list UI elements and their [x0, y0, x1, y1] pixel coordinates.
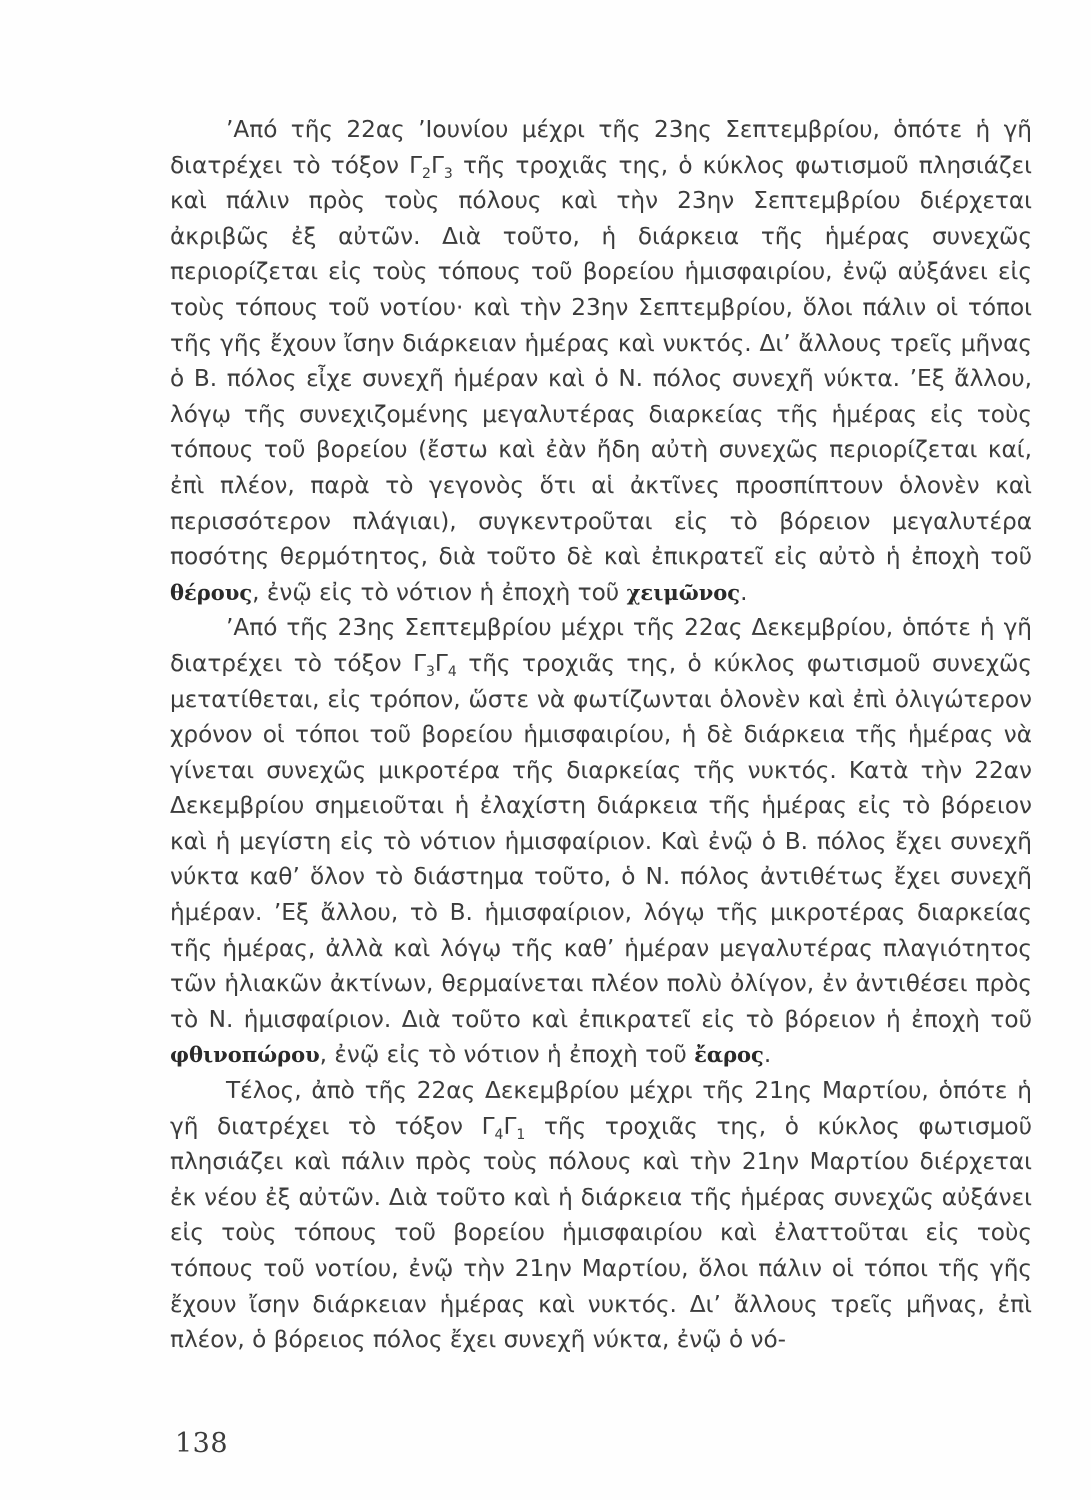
- text-run: Τέλος, ἀπὸ τῆς 22ας Δεκεμβρίου μέχρι τῆς 21ης Μαρτίου, ὁπότε ἡ γῆ διατρέχει τὸ τόξον Γ: [170, 1077, 1032, 1140]
- subscript-index: 3: [443, 165, 453, 182]
- subscript-index: 3: [426, 663, 435, 680]
- season-term: χειμῶνος: [626, 579, 741, 605]
- text-run: .: [740, 578, 748, 606]
- paragraph: [170, 610, 1032, 1073]
- subscript-index: 2: [422, 165, 431, 182]
- subscript-index: 1: [516, 1126, 526, 1143]
- body-text: [170, 112, 1032, 1358]
- text-run: ’Από τῆς 22ας ’Ιουνίου μέχρι τῆς 23ης Σεπτεμβρίου, ὁπότε ἡ γῆ διατρέχει τὸ τόξον Γ: [170, 116, 1032, 179]
- text-run: τῆς τροχιᾶς της, ὁ κύκλος φωτισμοῦ πλησιάζει καὶ πάλιν πρὸς τοὺς πόλους καὶ τὴν 21ην Μαρτίου διέρχεται ἐκ νέου ἐξ αὐτῶν. Διὰ τοῦτο καὶ ἡ διάρκεια τῆς ἡμέρας συνεχῶς αὐξάνει εἰς τοὺς τόπους τοῦ βορείου ἡμισφαιρίου καὶ ἐλαττοῦται εἰς τοὺς τόπους τοῦ νοτίου, ἐνῷ τὴν 21ην Μαρτίου, ὅλοι πάλιν οἱ τόποι τῆς γῆς ἔχουν ἴσην διάρκειαν ἡμέρας καὶ νυκτός. Δι’ ἄλλους τρεῖς μῆνας, ἐπὶ πλέον, ὁ βόρειος πόλος ἔχει συνεχῆ νύκτα, ἐνῷ ὁ νό-: [170, 1112, 1033, 1354]
- season-term: θέρους: [170, 579, 253, 605]
- text-run: ’Από τῆς 23ης Σεπτεμβρίου μέχρι τῆς 22ας Δεκεμβρίου, ὁπότε ἡ γῆ διατρέχει τὸ τόξον Γ: [170, 614, 1032, 677]
- season-term: ἔαρος: [694, 1042, 764, 1068]
- paragraph: [170, 112, 1032, 610]
- text-run: , ἐνῷ εἰς τὸ νότιον ἡ ἐποχὴ τοῦ: [252, 578, 627, 606]
- subscript-index: 4: [447, 663, 457, 680]
- season-term: φθινοπώρου: [170, 1042, 320, 1068]
- text-run: , ἐνῷ εἰς τὸ νότιον ἡ ἐποχὴ τοῦ: [319, 1041, 695, 1069]
- page-number: 138: [175, 1428, 229, 1459]
- text-run: τῆς τροχιᾶς της, ὁ κύκλος φωτισμοῦ συνεχῶς μετατίθεται, εἰς τρόπον, ὥστε νὰ φωτίζωνται ὁλονὲν καὶ ἐπὶ ὀλιγώτερον χρόνον οἱ τόποι τοῦ βορείου ἡμισφαιρίου, ἡ δὲ διάρκεια τῆς ἡμέρας νὰ γίνεται συνεχῶς μικροτέρα τῆς διαρκείας τῆς νυκτός. Κατὰ τὴν 22αν Δεκεμβρίου σημειοῦται ἡ ἐλαχίστη διάρκεια τῆς ἡμέρας εἰς τὸ βόρειον καὶ ἡ μεγίστη εἰς τὸ νότιον ἡμισφαίριον. Καὶ ἐνῷ ὁ Β. πόλος ἔχει συνεχῆ νύκτα καθ’ ὅλον τὸ διάστημα τοῦτο, ὁ Ν. πόλος ἀντιθέτως ἔχει συνεχῆ ἡμέραν. ’Εξ ἄλλου, τὸ Β. ἡμισφαίριον, λόγῳ τῆς μικροτέρας διαρκείας τῆς ἡμέρας, ἀλλὰ καὶ λόγῳ τῆς καθ’ ἡμέραν μεγαλυτέρας πλαγιότητος τῶν ἡλιακῶν ἀκτίνων, θερμαίνεται πλέον πολὺ ὀλίγον, ἐν ἀντιθέσει πρὸς τὸ Ν. ἡμισφαίριον. Διὰ τοῦτο καὶ ἐπικρατεῖ εἰς τὸ βόρειον ἡ ἐποχὴ τοῦ: [170, 649, 1032, 1033]
- text-run: Γ: [503, 1112, 517, 1140]
- text-run: .: [763, 1041, 772, 1069]
- text-run: Γ: [430, 151, 444, 179]
- paragraph: [170, 1073, 1032, 1358]
- subscript-index: 4: [494, 1126, 504, 1143]
- text-run: Γ: [434, 649, 448, 677]
- text-run: τῆς τροχιᾶς της, ὁ κύκλος φωτισμοῦ πλησιάζει καὶ πάλιν πρὸς τοὺς πόλους καὶ τὴν 23ην Σεπτεμβρίου διέρχεται ἀκριβῶς ἐξ αὐτῶν. Διὰ τοῦτο, ἡ διάρκεια τῆς ἡμέρας συνεχῶς περιορίζεται εἰς τοὺς τόπους τοῦ βορείου ἡμισφαιρίου, ἐνῷ αὐξάνει εἰς τοὺς τόπους τοῦ νοτίου· καὶ τὴν 23ην Σεπτεμβρίου, ὅλοι πάλιν οἱ τόποι τῆς γῆς ἔχουν ἴσην διάρκειαν ἡμέρας καὶ νυκτός. Δι’ ἄλλους τρεῖς μῆνας ὁ Β. πόλος εἶχε συνεχῆ ἡμέραν καὶ ὁ Ν. πόλος συνεχῆ νύκτα. ’Εξ ἄλλου, λόγῳ τῆς συνεχιζομένης μεγαλυτέρας διαρκείας τῆς ἡμέρας εἰς τοὺς τόπους τοῦ βορείου (ἔστω καὶ ἐὰν ἤδη αὐτὴ συνεχῶς περιορίζεται καί, ἐπὶ πλέον, παρὰ τὸ γεγονὸς ὅτι αἱ ἀκτῖνες προσπίπτουν ὁλονὲν καὶ περισσότερον πλάγιαι), συγκεντροῦται εἰς τὸ βόρειον μεγαλυτέρα ποσότης θερμότητος, διὰ τοῦτο δὲ καὶ ἐπικρατεῖ εἰς αὐτὸ ἡ ἐποχὴ τοῦ: [170, 151, 1032, 571]
